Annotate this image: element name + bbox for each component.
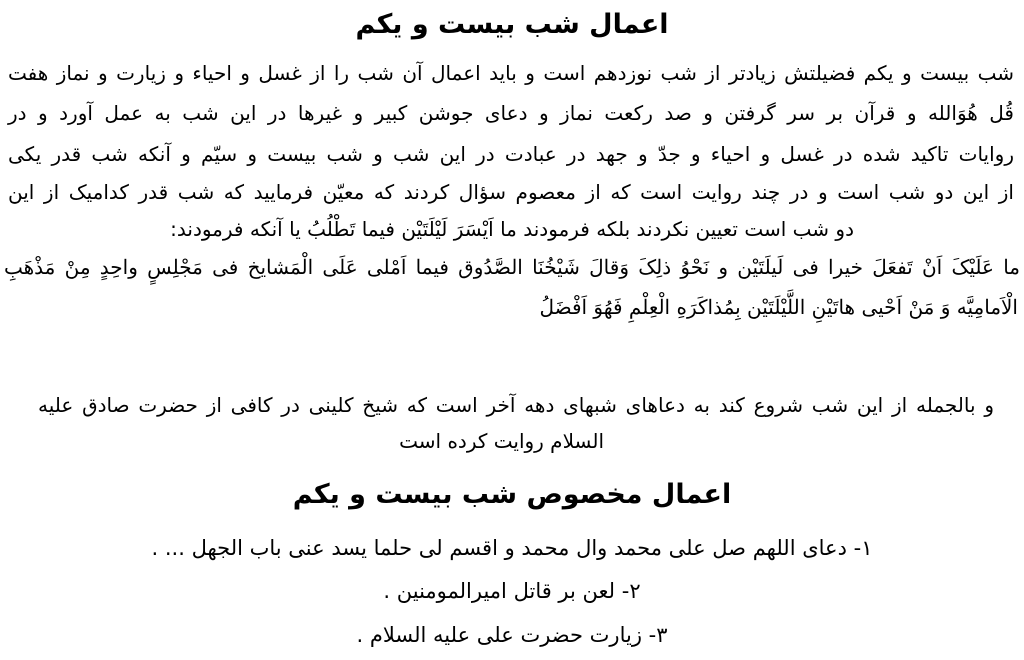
special-acts-title: اعمال مخصوص شب بیست و یکم — [292, 479, 732, 510]
special-act-item: ۲- لعن بر قاتل امیرالمومنین . — [383, 579, 641, 603]
intro-line: دو شب است تعیین نکردند بلکه فرمودند ما اَیْسَرَ لَیْلَتَیْن فیما تَطْلُبُ یا آنکه فرمودند: — [170, 217, 854, 241]
special-act-item: ۳- زیارت حضرت علی علیه السلام . — [356, 623, 668, 647]
intro-line: شب بیست و یکم فضیلتش زیادتر از شب نوزدهم است و باید اعمال آن شب را از غسل و احیاء و زیارت و نماز هفت — [8, 61, 1014, 85]
closing-line: السلام روایت کرده است — [399, 429, 604, 453]
closing-line: و بالجمله از این شب شروع کند به دعاهای شبهای دهه آخر است که شیخ کلینی در کافی از حضرت صادق علیه — [38, 393, 994, 417]
intro-line: روایات تاکید شده در غسل و احیاء و جدّ و جهد در عبادت در این شب و شب بیست و سیّم و آنکه شب قدر یکی — [8, 142, 1014, 166]
intro-line: از این دو شب است و در چند روایت است که از معصوم سؤال کردند که معیّن فرمایید که شب قدر کدامیک از این — [8, 180, 1014, 204]
hadith-line: ما عَلَیْکَ اَنْ تَفعَلَ خیرا فی لَیلَتَیْن و نَحْوُ ذلِکَ وَقالَ شَیْخُنَا الصَّدُوق فیما اَمْلی عَلَی الْمَشایخ فی مَجْلِسٍ واحِدٍ مِنْ مَذْهَبِ — [4, 255, 1021, 279]
hadith-line: الْاَمامِیَّه وَ مَنْ اَحْیی هاتَیْنِ اللَّیْلَتَیْن بِمُذاکَرَهِ الْعِلْمِ فَهُوَ اَفْضَلُ — [539, 295, 1018, 319]
intro-line: قُل هُوَالله و قرآن بر سر گرفتن و صد رکعت نماز و دعای جوشن کبیر و غیرها در این شب به عمل آورد و در — [8, 101, 1014, 125]
main-title: اعمال شب بیست و یکم — [355, 9, 669, 40]
special-act-item: ۱- دعای اللهم صل علی محمد وال محمد و اقسم لی حلما یسد عنی باب الجهل ... . — [151, 536, 873, 560]
